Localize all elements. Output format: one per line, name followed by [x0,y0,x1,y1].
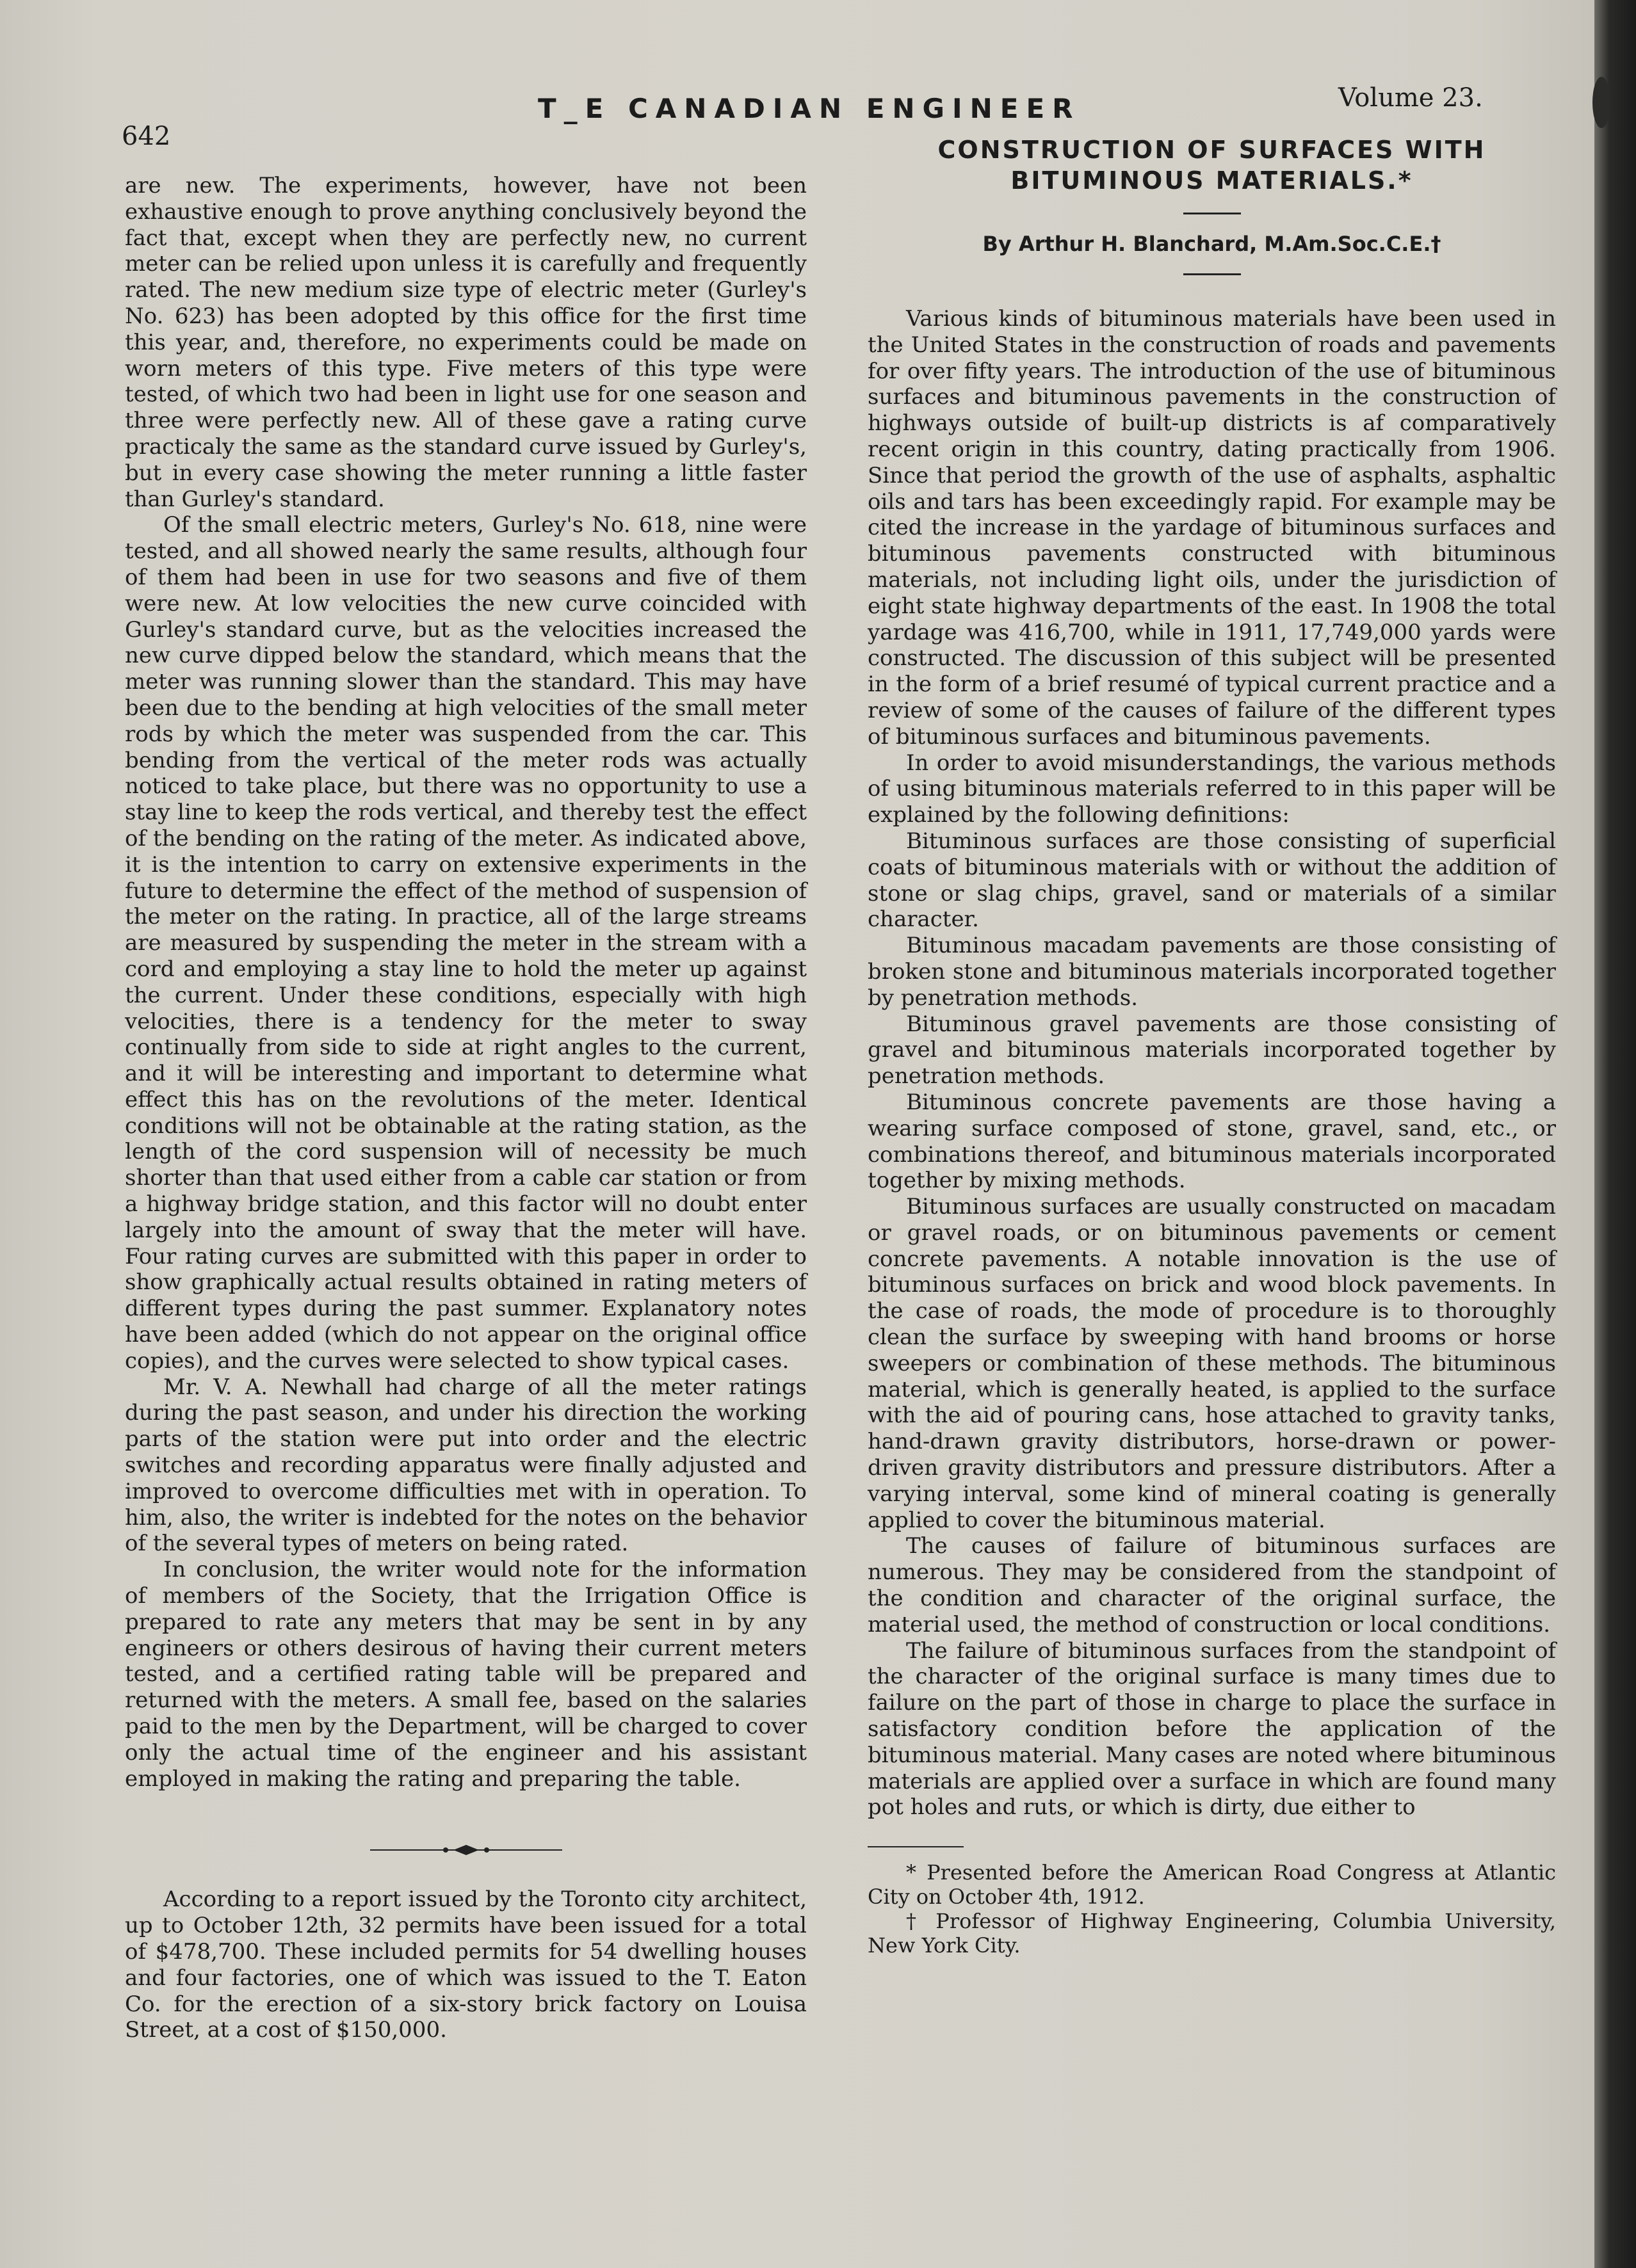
volume-label: Volume 23. [1338,83,1483,113]
article-byline: By Arthur H. Blanchard, M.Am.Soc.C.E.† [982,232,1441,256]
left-paragraph: Of the small electric meters, Gurley's No. 618, nine were tested, and all showed nearly the same results, although four of them had been in use for two seasons and five of them were new. At low velocities the new curve coincided with Gurley's standard curve, but as the velocities increased the new curve dipped below the standard, which means that the meter was running slower than the standard. This may have been due to the bending at high velocities of the small meter rods by which the meter was suspended from the car. This bending from the vertical of the meter rods was actually noticed to take place, but there was no opportunity to use a stay line to keep the rods vertical, and thereby test the effect of the bending on the rating of the meter. As indicated above, it is the intention to carry on extensive experiments in the future to determine the effect of the method of suspension of the meter on the rating. In practice, all of the large streams are measured by suspending the meter in the stream with a cord and employing a stay line to hold the meter up against the current. Under these conditions, especially with high velocities, there is a tendency for the meter to sway continually from side to side at right angles to the current, and it will be interesting and important to determine what effect this has on the revolutions of the meter. Identical conditions will not be obtainable at the rating station, as the length of the cord suspension will of necessity be much shorter than that used either from a cable car station or from a highway bridge station, and this factor will no doubt enter largely into the amount of sway that the meter will have. Four rating curves are submitted with this paper in order to show graphically actual results obtained in rating meters of different types during the past summer. Explanatory notes have been added (which do not appear on the original office copies), and the curves were selected to show typical cases. [125,512,807,1374]
article-paragraph: Various kinds of bituminous materials have been used in the United States in the construction of roads and pavements for over fifty years. The introduction of the use of bituminous surfaces and bituminous pavements in the construction of highways outside of built-up districts is af comparatively recent origin in this country, dating practically from 1906. Since that period the growth of the use of asphalts, asphaltic oils and tars has been exceedingly rapid. For example may be cited the increase in the yardage of bituminous surfaces and bituminous pavements constructed with bituminous materials, not including light oils, under the jurisdiction of eight state highway departments of the east. In 1908 the total yardage was 416,700, while in 1911, 17,749,000 yards were constructed. The discussion of this subject will be presented in the form of a brief resumé of typical current practice and a review of some of the causes of failure of the different types of bituminous surfaces and bituminous pavements. [868,306,1556,750]
left-paragraph: Mr. V. A. Newhall had charge of all the meter ratings during the past season, and under his direction the working parts of the station were put into order and the electric switches and recording apparatus were finally adjusted and improved to overcome difficulties met with in operation. To him, also, the writer is indebted for the notes on the behavior of the several types of meters on being rated. [125,1374,807,1557]
page-number: 642 [122,122,171,151]
article-paragraph: The causes of failure of bituminous surfaces are numerous. They may be considered from the standpoint of the condition and character of the original surface, the material used, the method of construction or local conditions. [868,1533,1556,1637]
byline-rule [1183,273,1241,275]
article-paragraph: Bituminous concrete pavements are those having a wearing surface composed of stone, gravel, sand, etc., or combinations thereof, and bituminous materials incorporated together by mixing methods. [868,1089,1556,1194]
left-paragraph: In conclusion, the writer would note for the information of members of the Society, that the Irrigation Office is prepared to rate any meters that may be sent in by any engineers or others desirous of having their current meters tested, and a certified rating table will be prepared and returned with the meters. A small fee, based on the salaries paid to the men by the Department, will be charged to cover only the actual time of the engineer and his assistant employed in making the rating and preparing the table. [125,1557,807,1792]
article-title: BITUMINOUS MATERIALS.* [1010,166,1413,195]
article-paragraph: Bituminous macadam pavements are those consisting of broken stone and bituminous materials incorporated together by penetration methods. [868,933,1556,1011]
article-paragraph: Bituminous gravel pavements are those consisting of gravel and bituminous materials incorporated together by penetration methods. [868,1011,1556,1090]
right-column [868,134,1556,1958]
news-item: According to a report issued by the Toronto city architect, up to October 12th, 32 permits have been issued for a total of $478,700. These included permits for 54 dwelling houses and four factories, one of which was issued to the T. Eaton Co. for the erection of a six-story brick factory on Louisa Street, at a cost of $150,000. [125,1886,807,2043]
binding-clip [1592,77,1610,128]
footnote: * Presented before the American Road Congress at Atlantic City on October 4th, 1912. [868,1860,1556,1910]
journal-title: T_E CANADIAN ENGINEER [538,93,1081,124]
article-title: CONSTRUCTION OF SURFACES WITH [937,136,1486,164]
footnote-rule [868,1846,964,1847]
article-paragraph: The failure of bituminous surfaces from the standpoint of the character of the original surface is many times due to failure on the part of those in charge to place the surface in satisfactory condition before the application of the bituminous material. Many cases are noted where bituminous materials are applied over a surface in which are found many pot holes and ruts, or which is dirty, due either to [868,1637,1556,1821]
section-ornament [125,1837,807,1849]
article-paragraph: In order to avoid misunderstandings, the various methods of using bituminous materials referred to in this paper will be explained by the following definitions: [868,750,1556,828]
footnote: † Professor of Highway Engineering, Columbia University, New York City. [868,1909,1556,1958]
article-paragraph: Bituminous surfaces are those consisting of superficial coats of bituminous materials with or without the addition of stone or slag chips, gravel, sand or materials of a similar character. [868,828,1556,933]
left-column [125,173,807,2043]
book-spine-shadow [1594,0,1636,2268]
title-rule [1183,213,1241,214]
left-paragraph: are new. The experiments, however, have not been exhaustive enough to prove anything conclusively beyond the fact that, except when they are perfectly new, no current meter can be relied upon unless it is carefully and frequently rated. The new medium size type of electric meter (Gurley's No. 623) has been adopted by this office for the first time this year, and, therefore, no experiments could be made on worn meters of this type. Five meters of this type were tested, of which two had been in light use for one season and three were perfectly new. All of these gave a rating curve practicaly the same as the standard curve issued by Gurley's, but in every case showing the meter running a little faster than Gurley's standard. [125,173,807,512]
article-paragraph: Bituminous surfaces are usually constructed on macadam or gravel roads, or on bituminous pavements or cement concrete pavements. A notable innovation is the use of bituminous surfaces on brick and wood block pavements. In the case of roads, the mode of procedure is to thoroughly clean the surface by sweeping with hand brooms or horse sweepers or combination of these methods. The bituminous material, which is generally heated, is applied to the surface with the aid of pouring cans, hose attached to gravity tanks, hand-drawn gravity distributors, horse-drawn or power-driven gravity distributors and pressure distributors. After a varying interval, some kind of mineral coating is generally applied to cover the bituminous material. [868,1194,1556,1533]
